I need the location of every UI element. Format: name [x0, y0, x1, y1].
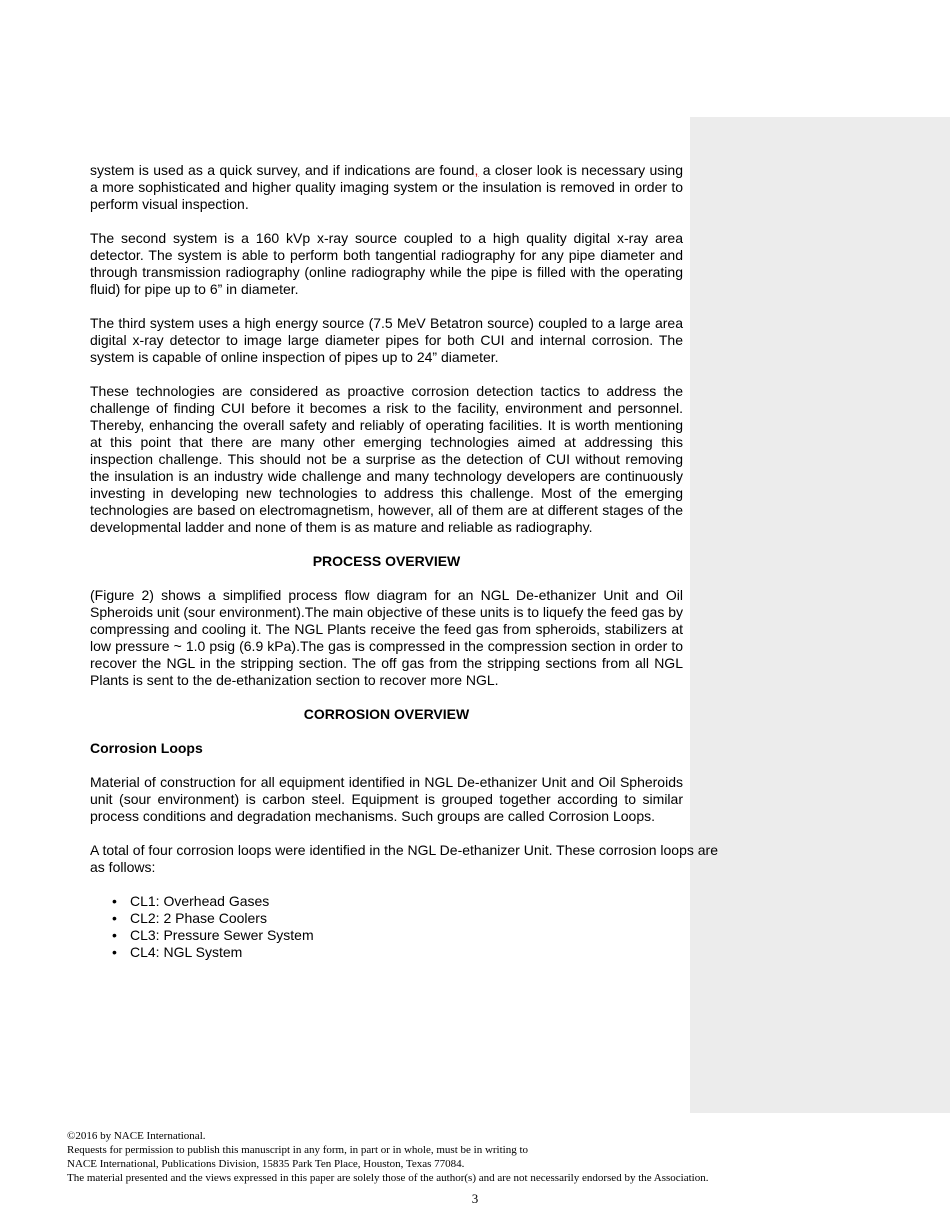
footer-disclaimer: The material presented and the views expressed in this paper are solely those of the author(s) and are not necessarily endorsed by the Association. [67, 1172, 709, 1184]
corrosion-loop-list [112, 893, 683, 961]
footer-copyright: ©2016 by NACE International. [67, 1130, 206, 1142]
tracked-change-mark[interactable]: , [474, 162, 479, 178]
list-item: • CL1: Overhead Gases [112, 893, 683, 910]
list-item: • CL4: NGL System [112, 944, 683, 961]
document-body [90, 162, 718, 961]
footer-permission: Requests for permission to publish this manuscript in any form, in part or in whole, must be in writing to [67, 1144, 529, 1156]
page-footer [67, 1129, 887, 1185]
footer-address: NACE International, Publications Division, 15835 Park Ten Place, Houston, Texas 77084. [67, 1158, 465, 1170]
paragraph-third-system: The third system uses a high energy source (7.5 MeV Betatron source) coupled to a large area digital x-ray detector to image large diameter pipes for both CUI and internal corrosion. The system is capable of online inspection of pipes up to 24” diameter. [90, 315, 683, 365]
page-number: 3 [471, 1191, 479, 1206]
comment-pane [690, 117, 950, 1113]
paragraph-material: Material of construction for all equipment identified in NGL De-ethanizer Unit and Oil Spheroids unit (sour environment) is carbon steel. Equipment is grouped together according to similar process conditions and degradation mechanisms. Such groups are called Corrosion Loops. [90, 774, 683, 824]
paragraph-loops-intro: A total of four corrosion loops were identified in the NGL De-ethanizer Unit. These corrosion loops are as follows: [90, 842, 718, 875]
heading-corrosion-loops: Corrosion Loops [90, 740, 203, 756]
list-item: • CL2: 2 Phase Coolers [112, 910, 683, 927]
list-item: • CL3: Pressure Sewer System [112, 927, 683, 944]
paragraph-second-system: The second system is a 160 kVp x-ray source coupled to a high quality digital x-ray area detector. The system is able to perform both tangential radiography for any pipe diameter and through transmission radiography (online radiography while the pipe is filled with the operating fluid) for pipe up to 6” in diameter. [90, 230, 683, 297]
heading-corrosion-overview: CORROSION OVERVIEW [303, 706, 470, 722]
paragraph-quick-survey: system is used as a quick survey, and if indications are found, a closer look is necessary using a more sophisticated and higher quality imaging system or the insulation is removed in order to perform visual inspection. [90, 162, 683, 212]
paragraph-process: (Figure 2) shows a simplified process flow diagram for an NGL De-ethanizer Unit and Oil Spheroids unit (sour environment).The main objective of these units is to liquefy the feed gas by compressing and cooling it. The NGL Plants receive the feed gas from spheroids, stabilizers at low pressure ~ 1.0 psig (6.9 kPa).The gas is compressed in the compression section in order to recover the NGL in the stripping section. The off gas from the stripping sections from all NGL Plants is sent to the de-ethanization section to recover more NGL. [90, 587, 683, 688]
paragraph-technologies: These technologies are considered as proactive corrosion detection tactics to address the challenge of finding CUI before it becomes a risk to the facility, environment and personnel. Thereby, enhancing the overall safety and reliably of operating facilities. It is worth mentioning at this point that there are many other emerging technologies aimed at addressing this inspection challenge. This should not be a surprise as the detection of CUI without removing the insulation is an industry wide challenge and many technology developers are continuously investing in developing new technologies to address this challenge. Most of the emerging technologies are based on electromagnetism, however, all of them are at different stages of the developmental ladder and none of them is as mature and reliable as radiography. [90, 383, 683, 535]
heading-process-overview: PROCESS OVERVIEW [312, 553, 461, 569]
